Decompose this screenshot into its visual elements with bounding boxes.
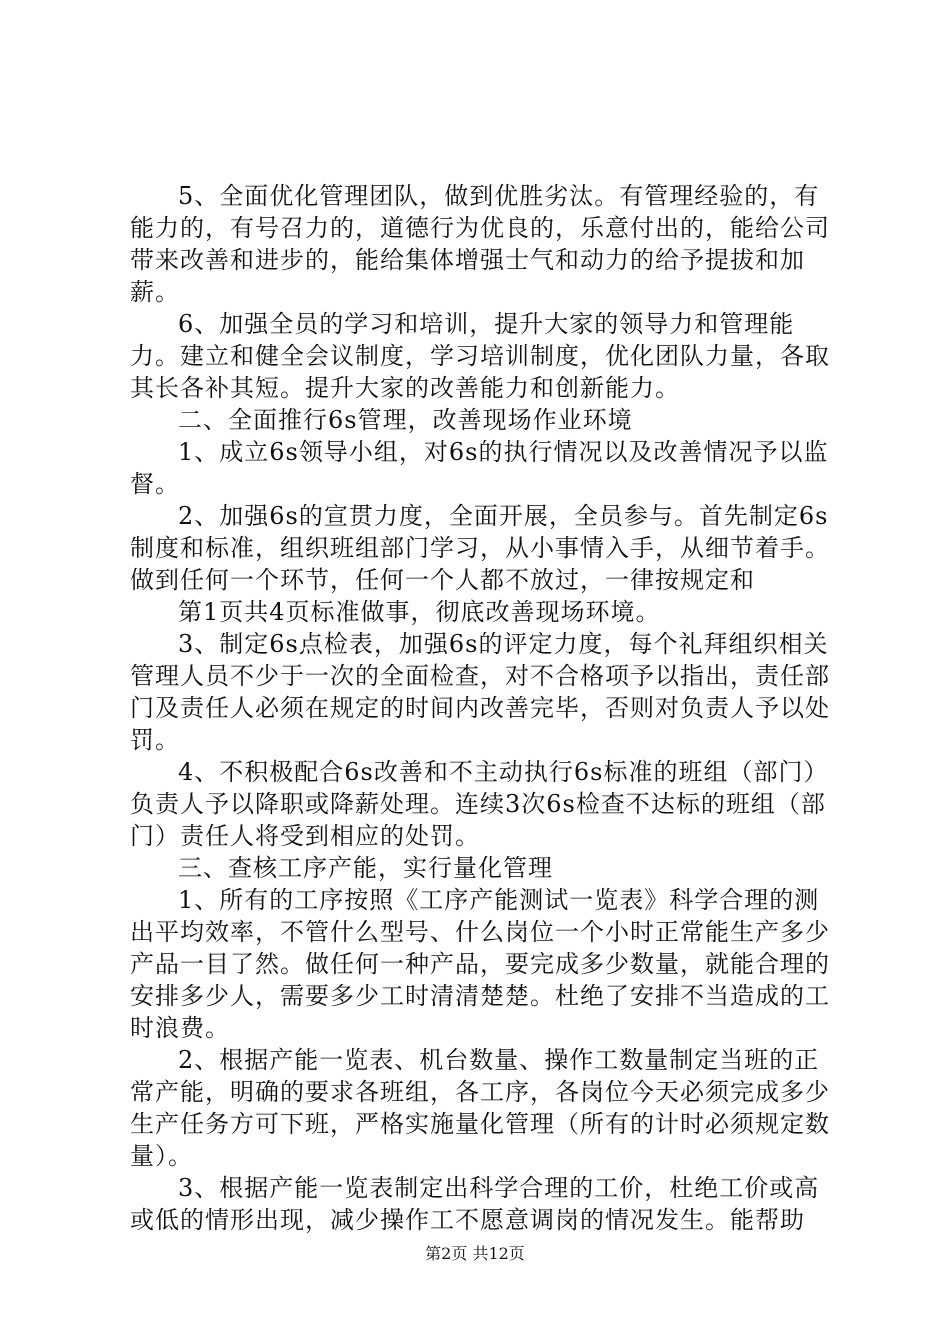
paragraph-6s-4: 4、不积极配合6s改善和不主动执行6s标准的班组（部门）负责人予以降职或降薪处理。连续3次6s检查不达标的班组（部门）责任人将受到相应的处罚。 [130, 758, 829, 850]
document-body [130, 180, 830, 1236]
paragraph-capacity-3: 3、根据产能一览表制定出科学合理的工价，杜绝工价或高或低的情形出现，减少操作工不愿意调岗的情况发生。能帮助 [130, 1174, 820, 1234]
paragraph-capacity-1: 1、所有的工序按照《工序产能测试一览表》科学合理的测出平均效率，不管什么型号、什么岗位一个小时正常能生产多少产品一目了然。做任何一种产品，要完成多少数量，就能合理的安排多少人，需要多少工时清清楚楚。杜绝了安排不当造成的工时浪费。 [130, 886, 830, 1042]
page-footer: 第2页 共12页 [425, 1244, 525, 1263]
paragraph-capacity-2: 2、根据产能一览表、机台数量、操作工数量制定当班的正常产能，明确的要求各班组，各工序，各岗位今天必须完成多少生产任务方可下班，严格实施量化管理（所有的计时必须规定数量）。 [130, 1046, 830, 1170]
paragraph-6s-2: 2、加强6s的宣贯力度，全面开展，全员参与。首先制定6s制度和标准，组织班组部门学习，从小事情入手，从细节着手。做到任何一个环节，任何一个人都不放过，一律按规定和 [130, 502, 830, 594]
paragraph-6-training: 6、加强全员的学习和培训，提升大家的领导力和管理能力。建立和健全会议制度，学习培训制度，优化团队力量，各取其长各补其短。提升大家的改善能力和创新能力。 [130, 310, 830, 402]
paragraph-5-optimize-team: 5、全面优化管理团队，做到优胜劣汰。有管理经验的，有能力的，有号召力的，道德行为优良的，乐意付出的，能给公司带来改善和进步的，能给集体增强士气和动力的给予提拔和加薪。 [130, 182, 830, 306]
section-heading-capacity: 三、查核工序产能，实行量化管理 [178, 854, 553, 882]
paragraph-6s-3: 3、制定6s点检表，加强6s的评定力度，每个礼拜组织相关管理人员不少于一次的全面检查，对不合格项予以指出，责任部门及责任人必须在规定的时间内改善完毕，否则对负责人予以处罚。 [130, 630, 830, 754]
paragraph-6s-2-continued: 第1页共4页标准做事，彻底改善现场环境。 [178, 598, 661, 626]
paragraph-6s-1: 1、成立6s领导小组，对6s的执行情况以及改善情况予以监督。 [130, 438, 829, 498]
section-heading-6s: 二、全面推行6s管理，改善现场作业环境 [178, 406, 633, 434]
